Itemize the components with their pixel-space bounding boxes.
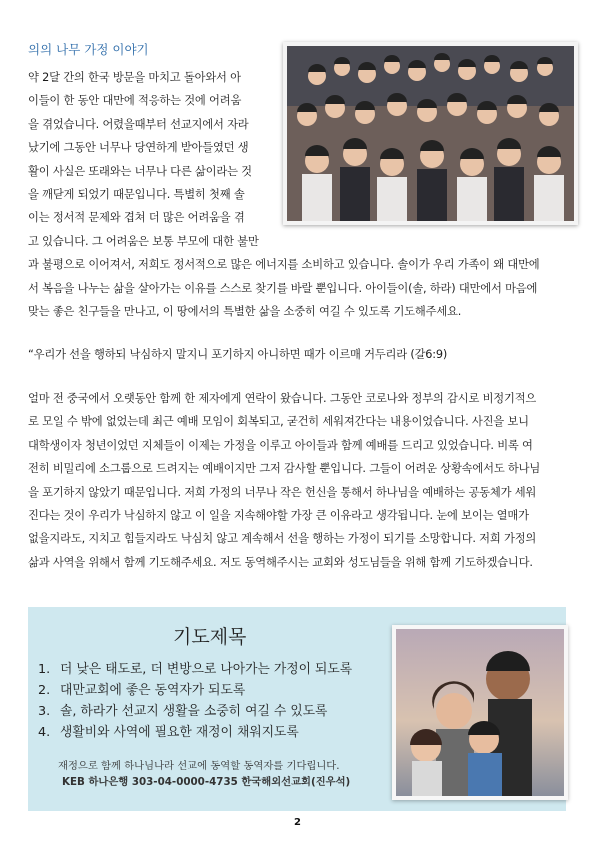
- bible-quote: “우리가 선을 행하되 낙심하지 말지니 포기하지 아니하면 때가 이르매 거두리라 (갈6:9): [28, 348, 448, 361]
- story-line: 없을지라도, 지치고 힘들지라도 낙심치 않고 계속해서 선을 행하는 가정이 되기를 소망합니다. 저희 가정의: [28, 532, 537, 546]
- group-photo-illustration: [287, 46, 574, 221]
- story-line: 삶과 사역을 위해서 함께 기도해주세요. 저도 동역해주시는 교회와 성도님들을 위해 함께 기도하겠습니다.: [28, 555, 533, 569]
- intro-line: 이들이 한 동안 대만에 적응하는 것에 어려움: [28, 94, 242, 108]
- prayer-item-number: 4.: [38, 725, 51, 740]
- prayer-item: [38, 701, 352, 722]
- story-line: 얼마 전 중국에서 오랫동안 함께 한 제자에게 연락이 왔습니다. 그동안 코로나와 정부의 감시로 비정기적으: [28, 392, 537, 405]
- bank-account: KEB 하나은행 303-04-0000-4735 한국해외선교회(진우석): [62, 776, 351, 788]
- story-line: 전히 비밀리에 소그룹으로 드려지는 예배이지만 그저 감사할 뿐입니다. 그들이 어려운 상황속에서도 하나님: [28, 462, 541, 476]
- group-photo: [283, 42, 578, 225]
- prayer-item-text: 더 낮은 태도로, 더 변방으로 나아가는 가정이 되도록: [60, 662, 353, 677]
- page-number: 2: [294, 817, 301, 828]
- intro-line: 서 복음을 나누는 삶을 살아가는 이유를 스스로 찾기를 바랄 뿐입니다. 아이들이(솔, 하라) 대만에서 마음에: [28, 281, 538, 295]
- story-line: 대학생이자 청년이었던 지체들이 이제는 가정을 이루고 아이들과 함께 예배를 드리고 있었습니다. 비록 여: [28, 438, 533, 452]
- story-line: 로 모일 수 밖에 없었는데 최근 예배 모임이 회복되고, 굳건히 세워져간다는 내용이었습니다. 사진을 보니: [28, 415, 529, 429]
- prayer-item-number: 1.: [38, 662, 51, 677]
- family-photo: [392, 625, 568, 800]
- prayer-item-number: 2.: [38, 683, 51, 698]
- prayer-item: [38, 722, 352, 743]
- intro-line: 이는 정서적 문제와 겹쳐 더 많은 어려움을 겪: [28, 211, 245, 225]
- intro-line: 맞는 좋은 친구들을 만나고, 이 땅에서의 특별한 삶을 소중히 여길 수 있도록 기도해주세요.: [28, 305, 462, 318]
- intro-line: 고 있습니다. 그 어려움은 보통 부모에 대한 불만: [28, 234, 259, 248]
- prayer-list: [38, 659, 352, 743]
- intro-line: 을 겪었습니다. 어렸을때부터 선교지에서 자라: [28, 117, 249, 131]
- section-title: 의의 나무 가정 이야기: [28, 42, 149, 57]
- intro-line: 과 불평으로 이어져서, 저희도 정서적으로 많은 에너지를 소비하고 있습니다. 솔이가 우리 가족이 왜 대만에: [28, 258, 540, 272]
- intro-line: 약 2달 간의 한국 방문을 마치고 돌아와서 아: [28, 71, 241, 84]
- prayer-item: [38, 680, 352, 701]
- prayer-item: [38, 659, 352, 680]
- prayer-item-text: 솔, 하라가 선교지 생활을 소중히 여길 수 있도록: [60, 704, 328, 719]
- prayer-item-text: 대만교회에 좋은 동역자가 되도록: [60, 683, 246, 698]
- prayer-item-text: 생활비와 사역에 필요한 재정이 채워지도록: [60, 725, 299, 740]
- intro-line: 났기에 그동안 너무나 당연하게 받아들였던 생: [28, 141, 249, 155]
- family-photo-illustration: [396, 629, 564, 796]
- support-invitation: 재정으로 함께 하나님나라 선교에 동역할 동역자를 기다립니다.: [58, 760, 340, 772]
- story-line: 진다는 것이 우리가 낙심하지 않고 이 일을 지속해야할 가장 큰 이유라고 생각됩니다. 눈에 보이는 열매가: [28, 509, 529, 522]
- prayer-item-number: 3.: [38, 704, 51, 719]
- story-line: 을 포기하지 않았기 때문입니다. 저희 가정의 너무나 작은 헌신을 통해서 하나님을 예배하는 공동체가 세워: [28, 485, 537, 499]
- intro-line: 을 깨닫게 되었기 때문입니다. 특별히 첫째 솔: [28, 188, 245, 201]
- prayer-title: 기도제목: [173, 626, 247, 648]
- intro-line: 활이 사실은 또래와는 너무나 다른 삶이라는 것: [28, 164, 252, 178]
